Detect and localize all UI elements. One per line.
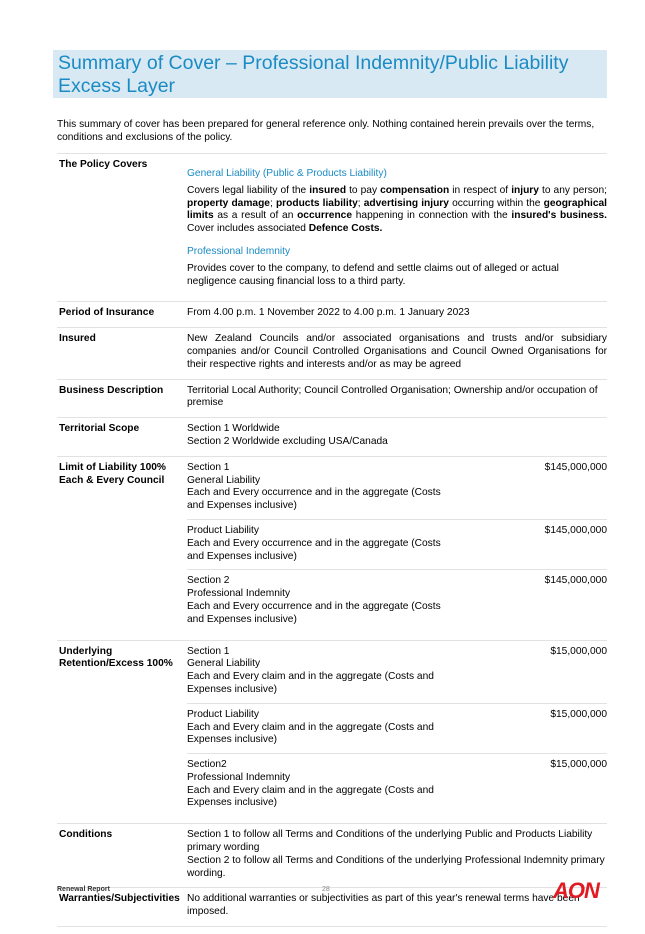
item-line: Product Liability <box>187 708 259 720</box>
row-value <box>187 418 607 457</box>
row-label: Business Description <box>57 379 187 418</box>
row-value: From 4.00 p.m. 1 November 2022 to 4.00 p.m. 1 January 2023 <box>187 302 607 328</box>
bold-term: insured's business. <box>511 210 607 222</box>
row-underlying <box>57 640 607 824</box>
item-line: Each and Every occurrence and in the aggregate (Costs and Expenses inclusive) <box>187 600 441 625</box>
item-amount: $15,000,000 <box>550 645 607 657</box>
limit-item <box>187 519 607 569</box>
conditions-line: Section 2 to follow all Terms and Conditions of the underlying Professional Indemnity primary wording. <box>187 854 605 879</box>
professional-indemnity-heading: Professional Indemnity <box>187 245 291 257</box>
item-line: Each and Every occurrence and in the aggregate (Costs and Expenses inclusive) <box>187 537 441 562</box>
row-label <box>57 640 187 824</box>
item-amount: $15,000,000 <box>550 708 607 720</box>
row-value: Territorial Local Authority; Council Controlled Organisation; Ownership and/or occupation of premise <box>187 379 607 418</box>
underlying-item <box>187 703 607 753</box>
bold-term: Defence Costs. <box>308 223 383 235</box>
row-limit <box>57 456 607 640</box>
label-line: Retention/Excess 100% <box>59 658 173 670</box>
row-value: No additional warranties or subjectivities as part of this year's renewal terms have been imposed. <box>187 888 607 927</box>
item-line: Each and Every claim and in the aggregate (Costs and Expenses inclusive) <box>187 671 434 695</box>
row-value <box>187 824 607 888</box>
item-line: Professional Indemnity <box>187 771 291 783</box>
underlying-item <box>187 753 607 816</box>
text-run: ; <box>269 197 276 209</box>
bold-term: occurrence <box>297 210 353 222</box>
text-run: Cover includes associated <box>187 223 309 235</box>
bold-term: geographical limits <box>187 197 607 222</box>
bold-term: advertising injury <box>363 197 449 209</box>
row-label: Insured <box>57 328 187 379</box>
text-run: to any person; <box>538 184 607 196</box>
item-amount: $145,000,000 <box>544 461 607 473</box>
row-value <box>187 456 607 640</box>
row-label <box>57 456 187 640</box>
item-line: Product Liability <box>187 524 259 536</box>
label-line: Limit of Liability 100% <box>59 461 166 473</box>
item-line: Section2 <box>187 759 227 771</box>
text-run: as a result of an <box>213 210 298 222</box>
limit-item <box>187 569 607 632</box>
row-period <box>57 302 607 328</box>
item-line: Section 2 <box>187 575 230 587</box>
item-amount: $145,000,000 <box>544 575 607 587</box>
conditions-line: Section 1 to follow all Terms and Conditions of the underlying Public and Products Liability primary wording <box>187 829 593 854</box>
underlying-item <box>187 646 607 703</box>
row-insured <box>57 328 607 379</box>
aon-logo: AON <box>553 878 599 903</box>
item-line: Each and Every claim and in the aggregate (Costs and Expenses inclusive) <box>187 721 434 746</box>
row-value: New Zealand Councils and/or associated organisations and trusts and/or subsidiary companies and/or Council Controlled Organisations and Council Owned Organisations for their respective rights and interests and/or as may be agreed <box>187 328 607 379</box>
text-run: happening in connection with the <box>352 210 512 222</box>
title-banner <box>53 50 607 98</box>
bold-term: insured <box>309 184 347 196</box>
text-run: ; <box>357 197 364 209</box>
limit-item <box>187 462 607 519</box>
item-line: Professional Indemnity <box>187 588 291 600</box>
item-amount: $145,000,000 <box>544 524 607 536</box>
summary-table <box>57 153 607 927</box>
item-line: General Liability <box>187 658 261 670</box>
professional-indemnity-text: Provides cover to the company, to defend and settle claims out of alleged or actual negligence causing financial loss to a third party. <box>187 262 559 287</box>
row-value <box>187 640 607 824</box>
row-label: Territorial Scope <box>57 418 187 457</box>
general-liability-heading: General Liability (Public & Products Liability) <box>187 168 387 179</box>
footer-report-name: Renewal Report <box>57 886 110 893</box>
item-line: Section 1 <box>187 645 230 657</box>
general-liability-text <box>187 185 607 236</box>
item-line: General Liability <box>187 474 261 486</box>
text-run: to pay <box>346 184 381 196</box>
row-warranties <box>57 888 607 927</box>
item-amount: $15,000,000 <box>550 759 607 771</box>
row-conditions <box>57 824 607 888</box>
text-run: in respect of <box>449 184 512 196</box>
item-line: Each and Every claim and in the aggregate (Costs and Expenses inclusive) <box>187 784 434 809</box>
label-line: Each & Every Council <box>59 474 165 486</box>
text-run: Covers legal liability of the <box>187 184 310 196</box>
row-territorial <box>57 418 607 457</box>
row-label: Warranties/Subjectivities <box>57 888 187 927</box>
bold-term: property damage <box>187 197 270 209</box>
label-line: Underlying <box>59 645 113 657</box>
item-line: Section 1 <box>187 461 230 473</box>
territorial-line: Section 1 Worldwide <box>187 423 280 435</box>
intro-paragraph: This summary of cover has been prepared for general reference only. Nothing contained herein prevails over the terms, conditions and exclusions of the policy. <box>57 119 595 143</box>
bold-term: products liability <box>275 197 358 209</box>
row-business <box>57 379 607 418</box>
text-run: occurring within the <box>448 197 544 209</box>
bold-term: compensation <box>380 184 450 196</box>
territorial-line: Section 2 Worldwide excluding USA/Canada <box>187 435 388 447</box>
page-title: Summary of Cover – Professional Indemnity/Public Liability Excess Layer <box>58 52 569 97</box>
bold-term: injury <box>511 184 539 196</box>
row-label: Conditions <box>57 824 187 888</box>
page-number: 28 <box>322 886 330 893</box>
row-policy-covers <box>57 154 607 302</box>
item-line: Each and Every occurrence and in the aggregate (Costs and Expenses inclusive) <box>187 487 441 512</box>
row-label: The Policy Covers <box>57 154 187 302</box>
row-value <box>187 154 607 302</box>
row-label: Period of Insurance <box>57 302 187 328</box>
